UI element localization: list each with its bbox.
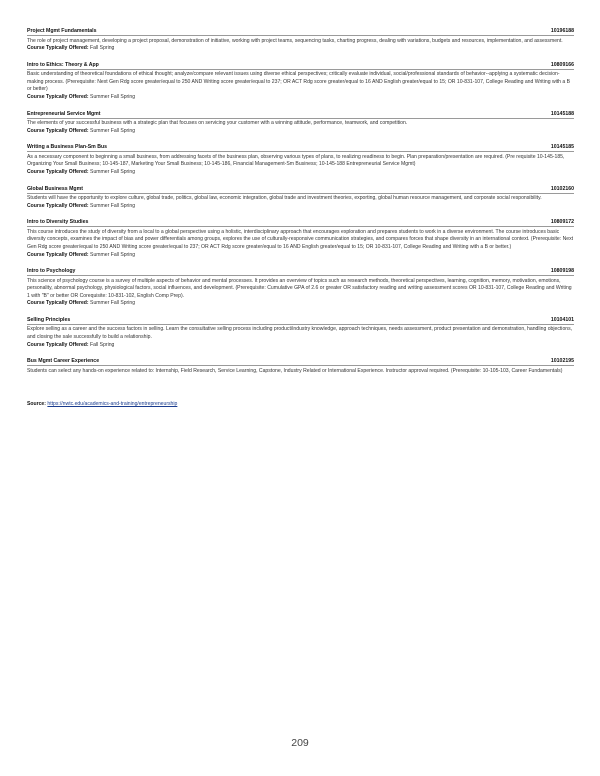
- course-title: Intro to Psychology: [27, 268, 76, 275]
- course-code: 10104101: [550, 316, 574, 323]
- offered-terms: Summer Fall Spring: [90, 168, 136, 175]
- course-header: [27, 317, 574, 325]
- offered-terms: Summer Fall Spring: [90, 251, 136, 258]
- course-offered: [27, 300, 574, 308]
- offered-terms: Fall Spring: [90, 341, 115, 348]
- course-title: Intro to Ethics: Theory & App: [27, 61, 99, 68]
- course-entry: [27, 28, 574, 53]
- course-offered: [27, 203, 574, 211]
- offered-label: Course Typically Offered:: [27, 251, 89, 258]
- course-description: Basic understanding of theoretical foundations of ethical thought; analyze/compare relevant issues using diverse ethical perspectives; critically evaluate individual, social/professional standards of behavior--applying a systematic decision-making process. (Prerequisite: Next Gen Rdg score greater/equal to 250 AND Writing score greater/equal to 237; OR ACT Rdg score greater/equal to 16 AND English greater/equal to 15; OR 10-831-107, College Reading and Writing with a B or better): [27, 71, 571, 93]
- course-entry: [27, 268, 574, 308]
- course-offered: [27, 94, 574, 102]
- offered-label: Course Typically Offered:: [27, 300, 89, 307]
- course-description: Students can select any hands-on experience related to: Internship, Field Research, Service Learning, Capstone, Industry Related or International Experience. Instructor approval required. (Prerequisite: 10-105-103, Career Fundamentals): [27, 367, 563, 374]
- course-header: [27, 358, 574, 366]
- course-header: [27, 186, 574, 194]
- course-offered: [27, 252, 574, 260]
- offered-label: Course Typically Offered:: [27, 45, 89, 52]
- course-entry: [27, 358, 574, 375]
- offered-label: Course Typically Offered:: [27, 168, 89, 175]
- course-description: The elements of your successful business with a strategic plan that focuses on servicing your customer with a winning attitude, performance, teamwork, and competition.: [27, 120, 408, 127]
- course-entry: [27, 144, 574, 176]
- course-header: [27, 268, 574, 276]
- offered-label: Course Typically Offered:: [27, 341, 89, 348]
- course-code: 10809166: [550, 61, 574, 68]
- offered-terms: Fall Spring: [90, 45, 115, 52]
- course-code: 10102195: [550, 358, 574, 365]
- course-offered: [27, 342, 574, 350]
- course-description: Students will have the opportunity to explore culture, global trade, politics, global law, economic integration, global trade and investment theories, exporting, global human resource management, and corporate social responsibility.: [27, 195, 542, 202]
- course-header: [27, 28, 574, 36]
- source-label: Source:: [27, 401, 46, 408]
- course-title: Project Mgmt Fundamentals: [27, 28, 97, 34]
- source-line: [27, 401, 574, 407]
- course-description: This course introduces the study of diversity from a local to a global perspective using a holistic, interdisciplinary approach that encourages exploration and prepares students to work in a diverse environment. The course introduces basic diversity concepts, examines the impact of bias and power differentials among groups, explores the use of culturally-responsive communication strategies, and compares forces that shape diversity in an international context. (Prerequisite: Next Gen Rdg score greater/equal to 250 AND Writing score greater/equal to 237; OR ACT Rdg score greater/equal to 16 AND English greater/equal to 15; OR 10-831-107, College Reading and Writing with a B or better.): [27, 228, 574, 250]
- course-description: As a necessary component to beginning a small business, from addressing facets of the business plan, observing various types of plans, to realizing readiness to begin. Plan preparation/presentation are required. (Pre requisite 10-145-185, Organizing Your Small Business; 10-145-187, Marketing Your Small Business; 10-145-186, Financial Management-Sm Business; 10-145-188 Entrepreneurial Service Mgmt): [27, 153, 565, 168]
- course-offered: [27, 45, 574, 53]
- course-title: Selling Principles: [27, 316, 71, 323]
- page-number: 209: [291, 737, 309, 749]
- course-header: [27, 219, 574, 227]
- course-entry: [27, 317, 574, 349]
- course-header: [27, 111, 574, 119]
- course-code: 10809198: [550, 268, 574, 275]
- course-code: 10145185: [550, 144, 574, 151]
- course-header: [27, 62, 574, 70]
- offered-label: Course Typically Offered:: [27, 202, 89, 209]
- offered-terms: Summer Fall Spring: [90, 300, 136, 307]
- course-description: This science of psychology course is a survey of multiple aspects of behavior and mental processes. It provides an overview of topics such as research methods, theoretical perspectives, learning, cognition, memory, motivation, emotions, personality, abnormal psychology, physiological factors, social influences, and development. (Prerequisite: Cumulative GPA of 2.6 or greater OR satisfactory reading and writing assessment scores OR 10-831-107, College Reading and Writing 1 with "B" or better OR Corequisite: 10-831-102, English Comp Prep).: [27, 277, 572, 299]
- offered-terms: Summer Fall Spring: [90, 202, 136, 209]
- offered-label: Course Typically Offered:: [27, 93, 89, 100]
- course-description: Explore selling as a career and the success factors in selling. Learn the consultative selling process including product/industry knowledge, approach techniques, needs assessment, product presentation and demonstration, handling objections, and closing the sale successfully to build a relationship.: [27, 326, 573, 341]
- course-entry: [27, 111, 574, 136]
- course-title: Writing a Business Plan-Sm Bus: [27, 144, 108, 151]
- source-link[interactable]: https://nwtc.edu/academics-and-training/entrepreneurship: [47, 401, 178, 408]
- course-code: 10102160: [550, 185, 574, 192]
- course-header: [27, 144, 574, 152]
- course-code: 10809172: [550, 219, 574, 226]
- course-title: Entrepreneurial Service Mgmt: [27, 110, 101, 117]
- course-offered: [27, 169, 574, 177]
- offered-label: Course Typically Offered:: [27, 127, 89, 134]
- course-title: Bus Mgmt Career Experience: [27, 358, 100, 365]
- course-entry: [27, 219, 574, 259]
- offered-terms: Summer Fall Spring: [90, 93, 136, 100]
- course-entry: [27, 186, 574, 211]
- course-description: The role of project management, developing a project proposal, demonstration of initiative, working with project teams, sequencing tasks, charting progress, dealing with variations, budgets and resources, implementation, and assessment.: [27, 37, 563, 44]
- course-title: Intro to Diversity Studies: [27, 219, 89, 226]
- course-entry: [27, 62, 574, 102]
- course-code: 10196188: [550, 28, 574, 34]
- course-title: Global Business Mgmt: [27, 185, 83, 192]
- offered-terms: Summer Fall Spring: [90, 127, 136, 134]
- course-list: [27, 28, 574, 407]
- course-code: 10145188: [550, 110, 574, 117]
- course-offered: [27, 128, 574, 136]
